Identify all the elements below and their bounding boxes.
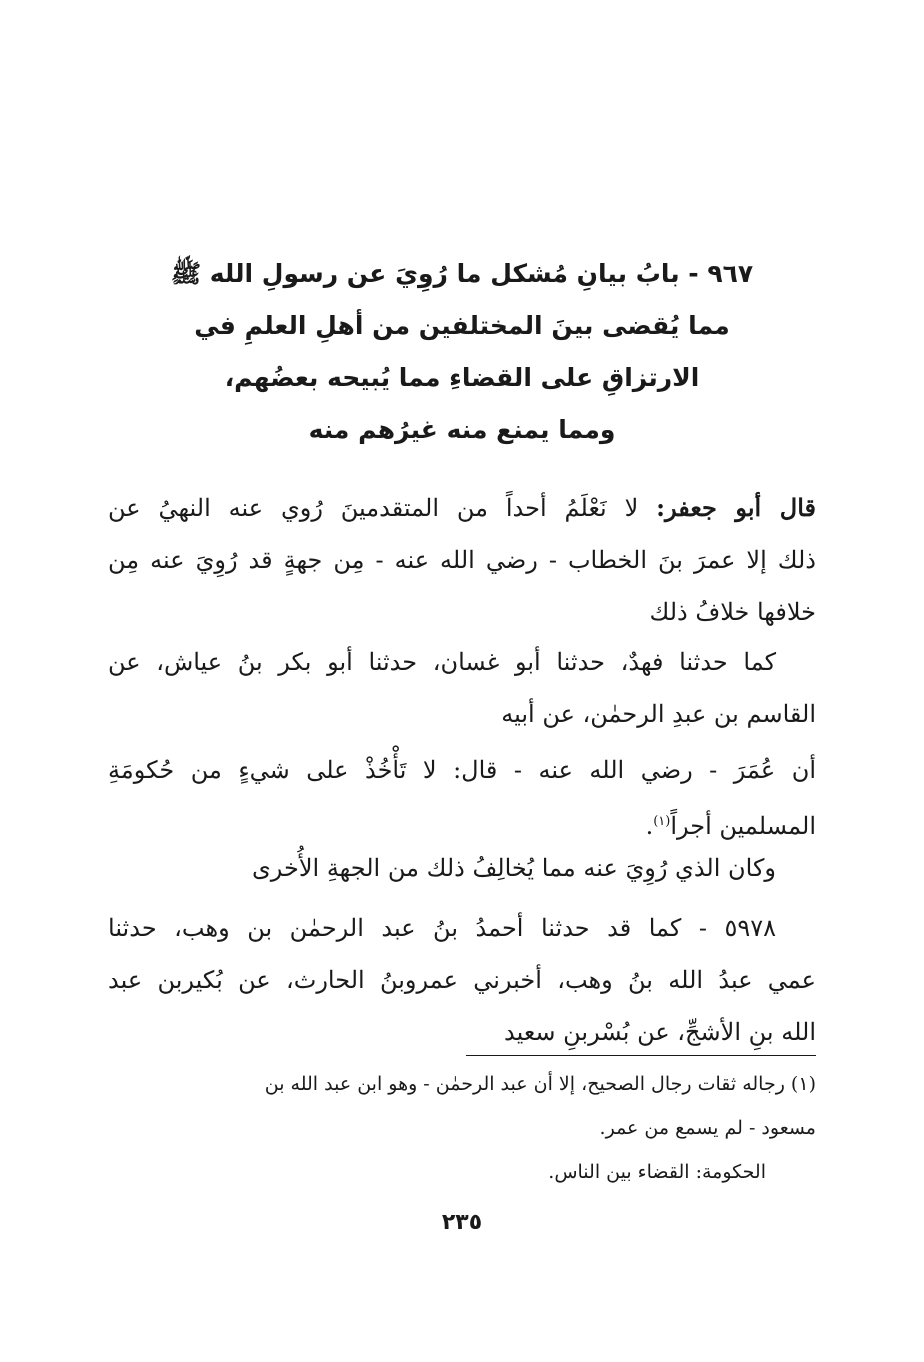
footnote-line: الحكومة: القضاء بين الناس. <box>548 1161 766 1183</box>
heading-line: ٩٦٧ - بابُ بيانِ مُشكل ما رُوِيَ عن رسولِ الله ﷺ <box>170 259 754 288</box>
text-line: الله بنِ الأشجِّ، عن بُسْربنِ سعيد <box>504 1018 816 1046</box>
paragraph-hadith-5978 <box>108 902 816 1058</box>
text-span: . <box>645 812 654 840</box>
chapter-heading <box>150 248 774 456</box>
heading-line: ومما يمنع منه غيرُهم منه <box>308 415 616 444</box>
paragraph-intro <box>108 482 816 638</box>
footnote-line: (١) رجاله ثقات رجال الصحيح، إلا أن عبد الرحمٰن - وهو ابن عبد الله بن <box>264 1073 816 1095</box>
footnote-divider <box>466 1055 816 1056</box>
paragraph-isnad-1 <box>108 636 816 740</box>
paragraph-athar <box>108 744 816 848</box>
text-line: عمي عبدُ الله بنُ وهب، أخبرني عمروبنُ الحارث، عن بُكيربن عبد <box>108 966 816 994</box>
text-span: المسلمين أجراً <box>670 812 816 840</box>
text-line: أن عُمَرَ - رضي الله عنه - قال: لا تَأْخُذْ على شيءٍ من حُكومَةِ <box>108 756 816 784</box>
text-line <box>108 796 816 848</box>
text-line: القاسم بن عبدِ الرحمٰن، عن أبيه <box>501 700 816 728</box>
text-line: خلافها خلافُ ذلك <box>649 598 816 626</box>
footnotes <box>108 1062 816 1194</box>
text-line: وكان الذي رُوِيَ عنه مما يُخالِفُ ذلك من الجهةِ الأُخرى <box>251 854 776 882</box>
text-line: ٥٩٧٨ - كما قد حدثنا أحمدُ بنُ عبد الرحمٰن بن وهب، حدثنا <box>108 914 776 942</box>
text-span: لا نَعْلَمُ أحداً من المتقدمينَ رُوي عنه النهيُ عن <box>108 494 657 522</box>
paragraph-transition <box>108 842 816 894</box>
text-line: ذلك إلا عمرَ بنَ الخطاب - رضي الله عنه - مِن جهةٍ قد رُوِيَ عنه مِن <box>108 546 816 574</box>
heading-line: الارتزاقِ على القضاءِ مما يُبيحه بعضُهم، <box>224 363 700 392</box>
heading-line: مما يُقضى بينَ المختلفين من أهلِ العلمِ في <box>194 311 730 340</box>
speaker-lead: قال أبو جعفر: <box>656 493 816 522</box>
footnote-line: مسعود - لم يسمع من عمر. <box>599 1117 816 1139</box>
page-number: ٢٣٥ <box>441 1210 483 1235</box>
text-line: كما حدثنا فهدٌ، حدثنا أبو غسان، حدثنا أبو بكر بنُ عياش، عن <box>108 648 776 676</box>
footnote-ref: (١) <box>653 814 671 829</box>
text-line <box>108 482 816 534</box>
